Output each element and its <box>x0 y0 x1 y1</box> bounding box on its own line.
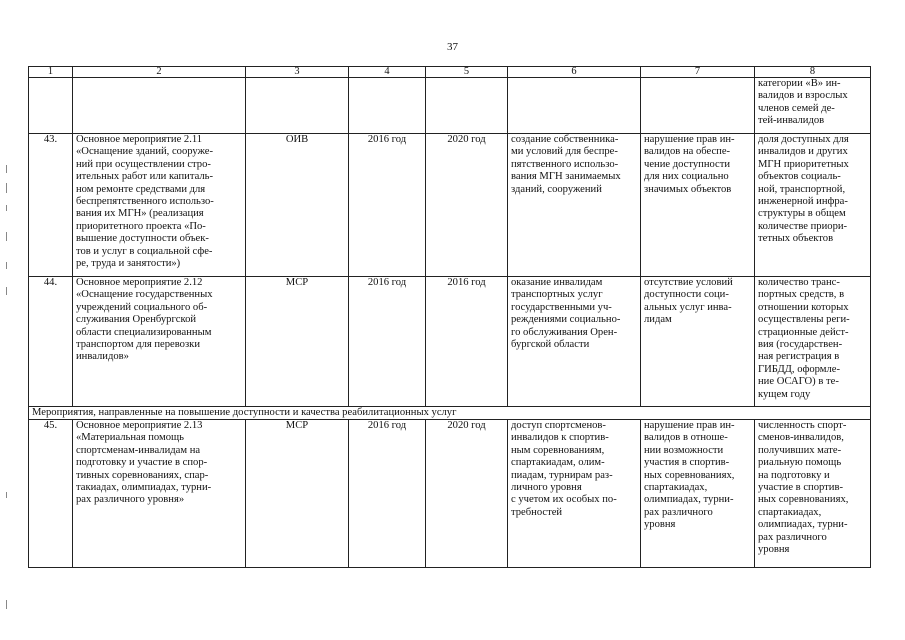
cell-line: олимпиадах, турни- <box>644 494 734 506</box>
start-year: 2016 год <box>349 277 426 407</box>
cell-line: инвалидов» <box>76 351 129 363</box>
cell-line: области специализированным <box>76 326 212 338</box>
cell-line: ительных работ или капиталь- <box>76 171 214 183</box>
cell-line: страционные дейст- <box>758 326 849 338</box>
cell-line: структуры в общем <box>758 208 846 220</box>
event-name <box>73 277 246 407</box>
cell-line: нии возможности <box>644 444 724 456</box>
executor: МСР <box>246 277 349 407</box>
cell-line: зданий, сооружений <box>511 183 602 195</box>
cell-line: государственными уч- <box>511 301 612 313</box>
header-cell: 6 <box>508 67 641 78</box>
header-cell: 1 <box>29 67 73 78</box>
section-title: Мероприятия, направленные на повышение доступности и качества реабилитационных услуг <box>29 407 871 420</box>
cell-line: ГИБДД, оформле- <box>758 363 841 375</box>
row-number <box>29 78 73 134</box>
cell-line: ний при осуществлении стро- <box>76 158 211 170</box>
expected-result <box>508 277 641 407</box>
cell-line: ной, транспортной, <box>758 183 846 195</box>
cell-line: доля доступных для <box>758 134 849 145</box>
event-name <box>73 420 246 568</box>
cell-line: количестве приори- <box>758 220 848 232</box>
cell-line: на подготовку и <box>758 469 830 481</box>
end-year: 2020 год <box>426 420 508 568</box>
cell-line: инвалидов и других <box>758 146 848 158</box>
cell-line: риальную помощь <box>758 457 842 469</box>
header-cell: 3 <box>246 67 349 78</box>
start-year: 2016 год <box>349 134 426 277</box>
page-number: 37 <box>447 41 458 53</box>
program-table <box>28 66 871 568</box>
cell-line: вания их МГН» (реализация <box>76 208 204 220</box>
cell-line: вания МГН занимаемых <box>511 171 621 183</box>
cell-line: спартакиадам, олим- <box>511 457 605 469</box>
cell-line: спартакиадах, <box>758 506 822 518</box>
cell-line: рах различного <box>644 506 713 518</box>
cell-line: уровня <box>758 544 790 556</box>
cell-line: валидов и взрослых <box>758 90 848 102</box>
start-year: 2016 год <box>349 420 426 568</box>
header-cell: 2 <box>73 67 246 78</box>
header-row <box>29 67 871 78</box>
cell-line: «Оснащение государственных <box>76 289 213 301</box>
executor: МСР <box>246 420 349 568</box>
cell-line: бургской области <box>511 339 590 351</box>
table-row <box>29 134 871 277</box>
cell-line: участие в спортив- <box>758 482 843 494</box>
cell-line: ние ОСАГО) в те- <box>758 376 839 388</box>
cell-line: Основное мероприятие 2.12 <box>76 277 203 288</box>
cell-line: сменов-инвалидов, <box>758 432 844 444</box>
cell-line: лидам <box>644 314 672 326</box>
cell-line: вия (государствен- <box>758 339 843 351</box>
cell-line: транспортом для перевозки <box>76 339 200 351</box>
consequences <box>641 420 755 568</box>
executor: ОИВ <box>246 134 349 277</box>
section-row <box>29 407 871 420</box>
indicator <box>755 277 871 407</box>
cell-line: требностей <box>511 506 563 518</box>
cell-line: ная регистрация в <box>758 351 840 363</box>
row-number: 43. <box>29 134 73 277</box>
start-year <box>349 78 426 134</box>
cell-line: беспрепятственного использо- <box>76 196 214 208</box>
cell-line: альных услуг инва- <box>644 301 732 313</box>
cell-line: валидов в отноше- <box>644 432 728 444</box>
consequences <box>641 277 755 407</box>
indicator <box>755 134 871 277</box>
cell-line: для них социально <box>644 171 729 183</box>
cell-line: нарушение прав ин- <box>644 134 735 145</box>
cell-line: получивших мате- <box>758 444 842 456</box>
cell-line: портных средств, в <box>758 289 845 301</box>
cell-line: Основное мероприятие 2.11 <box>76 134 203 145</box>
header-cell: 7 <box>641 67 755 78</box>
cell-line: нарушение прав ин- <box>644 420 735 431</box>
header-cell: 4 <box>349 67 426 78</box>
cell-line: Основное мероприятие 2.13 <box>76 420 203 431</box>
cell-line: тей-инвалидов <box>758 115 825 127</box>
cell-line: тетных объектов <box>758 233 834 245</box>
cell-line: инвалидов к спортив- <box>511 432 609 444</box>
cell-line: реждениями социально- <box>511 314 621 326</box>
cell-line: ми условий для беспре- <box>511 146 618 158</box>
cell-line: уровня <box>644 519 676 531</box>
table-body <box>29 67 871 568</box>
end-year: 2016 год <box>426 277 508 407</box>
cell-line: рах различного <box>758 531 827 543</box>
indicator <box>755 420 871 568</box>
cell-line: чение доступности <box>644 158 731 170</box>
executor <box>246 78 349 134</box>
header-cell: 8 <box>755 67 871 78</box>
expected-result <box>508 78 641 134</box>
cell-line: отношении которых <box>758 301 849 313</box>
cell-line: значимых объектов <box>644 183 732 195</box>
end-year <box>426 78 508 134</box>
expected-result <box>508 134 641 277</box>
cell-line: создание собственника- <box>511 134 619 145</box>
cell-line: вышение доступности объек- <box>76 233 209 245</box>
table-row <box>29 78 871 134</box>
cell-line: ных соревнованиях, <box>758 494 849 506</box>
cell-line: тивных соревнованиях, спар- <box>76 469 209 481</box>
row-number: 45. <box>29 420 73 568</box>
consequences <box>641 78 755 134</box>
indicator <box>755 78 871 134</box>
cell-line: ном ремонте средствами для <box>76 183 206 195</box>
cell-line: доступ спортсменов- <box>511 420 606 431</box>
cell-line: такиадах, олимпиадах, турни- <box>76 482 212 494</box>
cell-line: подготовку и участие в спор- <box>76 457 208 469</box>
cell-line: тов и услуг в социальной сфе- <box>76 245 213 257</box>
cell-line: оказание инвалидам <box>511 277 603 288</box>
cell-line: «Оснащение зданий, сооруже- <box>76 146 213 158</box>
cell-line: объектов социаль- <box>758 171 841 183</box>
event-name <box>73 134 246 277</box>
table-row <box>29 277 871 407</box>
cell-line: транспортных услуг <box>511 289 603 301</box>
cell-line: ных соревнованиях, <box>644 469 735 481</box>
cell-line: численность спорт- <box>758 420 847 431</box>
cell-line: «Материальная помощь <box>76 432 185 444</box>
cell-line: доступности соци- <box>644 289 729 301</box>
consequences <box>641 134 755 277</box>
event-name <box>73 78 246 134</box>
row-number: 44. <box>29 277 73 407</box>
end-year: 2020 год <box>426 134 508 277</box>
cell-line: рах различного уровня» <box>76 494 185 506</box>
cell-line: категории «В» ин- <box>758 78 841 89</box>
header-cell: 5 <box>426 67 508 78</box>
cell-line: личного уровня <box>511 482 582 494</box>
cell-line: олимпиадах, турни- <box>758 519 848 531</box>
cell-line: отсутствие условий <box>644 277 733 288</box>
cell-line: количество транс- <box>758 277 840 288</box>
cell-line: инженерной инфра- <box>758 196 848 208</box>
cell-line: учреждений социального об- <box>76 301 208 313</box>
expected-result <box>508 420 641 568</box>
cell-line: спартакиадах, <box>644 482 708 494</box>
cell-line: приоритетного проекта «По- <box>76 220 206 232</box>
cell-line: осуществлены реги- <box>758 314 850 326</box>
cell-line: участия в спортив- <box>644 457 730 469</box>
cell-line: кущем году <box>758 388 811 400</box>
cell-line: с учетом их особых по- <box>511 494 617 506</box>
table-row <box>29 420 871 568</box>
cell-line: ным соревнованиям, <box>511 444 605 456</box>
margin-marks <box>6 0 12 640</box>
cell-line: ре, труда и занятости») <box>76 258 181 270</box>
cell-line: служивания Оренбургской <box>76 314 197 326</box>
cell-line: пиадам, турнирам раз- <box>511 469 613 481</box>
cell-line: членов семей де- <box>758 102 835 114</box>
cell-line: пятственного использо- <box>511 158 619 170</box>
cell-line: МГН приоритетных <box>758 158 849 170</box>
cell-line: го обслуживания Орен- <box>511 326 618 338</box>
cell-line: спортсменам-инвалидам на <box>76 444 201 456</box>
cell-line: валидов на обеспе- <box>644 146 731 158</box>
